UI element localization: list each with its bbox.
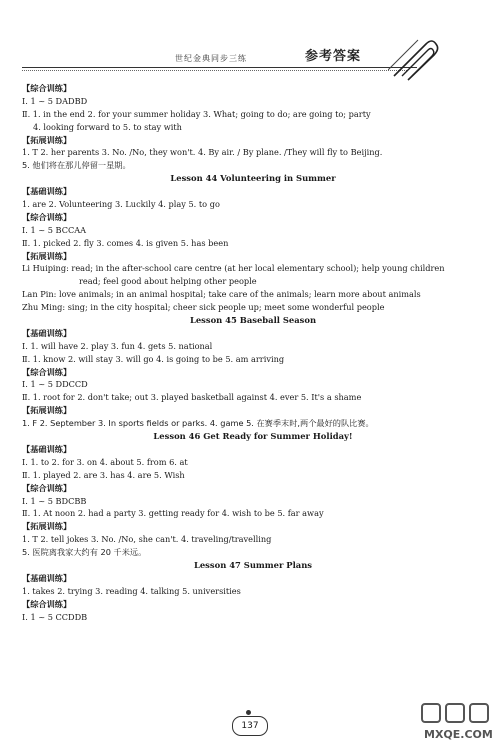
answer-line: 1. T 2. her parents 3. No. /No, they won't. 4. By air. / By plane. /They will fly to Beijing. [22, 147, 383, 158]
section-heading: 【基础训练】 [22, 443, 72, 454]
lesson-title: Lesson 47 Summer Plans [193, 559, 313, 570]
answer-line: Ⅰ. 1 ~ 5 DDCCD [22, 379, 88, 390]
answer-line: 1. are 2. Volunteering 3. Luckily 4. play 5. to go [22, 199, 220, 210]
answer-line: Ⅱ. 1. root for 2. don't take; out 3. played basketball against 4. ever 5. It's a shame [22, 392, 362, 403]
answer-line: 1. T 2. tell jokes 3. No. /No, she can't. 4. traveling/travelling [22, 534, 272, 545]
watermark-logo [420, 702, 496, 742]
answer-line: Ⅱ. 1. played 2. are 3. has 4. are 5. Wish [22, 469, 185, 480]
answer-line: 5. 医院离我家大约有 20 千米远。 [22, 547, 147, 558]
answer-line: Ⅱ. 1. picked 2. fly 3. comes 4. is given 5. has been [22, 237, 229, 248]
lesson-title: Lesson 46 Get Ready for Summer Holiday! [153, 431, 353, 442]
answer-line: Li Huiping: read; in the after-school care centre (at her local elementary school); help young children [22, 263, 445, 274]
answer-line: 4. looking forward to 5. to stay with [33, 121, 182, 132]
answer-content [22, 82, 484, 623]
section-heading: 【综合训练】 [22, 83, 72, 93]
answer-line: Ⅱ. 1. know 2. will stay 3. will go 4. is going to be 5. am arriving [22, 353, 285, 364]
section-heading: 【拓展训练】 [22, 521, 72, 532]
watermark-text: MXQE.COM [424, 728, 493, 741]
section-heading: 【综合训练】 [22, 482, 72, 493]
section-heading: 【基础训练】 [22, 186, 72, 197]
answer-line: Ⅱ. 1. in the end 2. for your summer holiday 3. What; going to do; are going to; party [22, 108, 371, 119]
page-number-dot [246, 710, 251, 715]
answer-line: Lan Pin: love animals; in an animal hospital; take care of the animals; learn more about animals [22, 289, 421, 300]
answer-line: 1. F 2. September 3. In sports fields or parks. 4. game 5. 在赛季末时,两个最好的队比赛。 [22, 418, 374, 429]
page-title: 参考答案 [305, 49, 362, 64]
section-heading: 【拓展训练】 [22, 134, 72, 145]
answer-line: Ⅱ. 1. At noon 2. had a party 3. getting ready for 4. wish to be 5. far away [22, 508, 324, 519]
page-number: 137 [232, 716, 268, 736]
page-header [0, 0, 500, 80]
answer-line: read; feel good about helping other people [79, 276, 257, 287]
header-dotted-rule [22, 70, 407, 71]
section-heading: 【拓展训练】 [22, 405, 72, 416]
answer-line: Ⅰ. 1 ~ 5 CCDDB [22, 611, 88, 622]
section-heading: 【综合训练】 [22, 366, 72, 377]
section-heading: 【基础训练】 [22, 327, 72, 338]
header-rule [22, 67, 417, 68]
answer-line: Zhu Ming: sing; in the city hospital; cheer sick people up; meet some wonderful people [22, 302, 385, 313]
answer-line: Ⅰ. 1 ~ 5 BDCBB [22, 495, 87, 506]
answer-line: 1. takes 2. trying 3. reading 4. talking 5. universities [22, 585, 241, 596]
lesson-title: Lesson 44 Volunteering in Summer [170, 173, 336, 184]
lesson-title: Lesson 45 Baseball Season [189, 315, 317, 326]
section-heading: 【综合训练】 [22, 211, 72, 222]
section-heading: 【基础训练】 [22, 572, 72, 583]
answer-line: 5. 他们将在那儿停留一星期。 [22, 160, 131, 171]
section-heading: 【综合训练】 [22, 598, 72, 609]
answer-line: Ⅰ. 1 ~ 5 BCCAA [22, 224, 87, 235]
answer-line: Ⅰ. 1 ~ 5 DADBD [22, 95, 88, 106]
answer-line: Ⅰ. 1. will have 2. play 3. fun 4. gets 5. national [22, 340, 213, 351]
section-heading: 【拓展训练】 [22, 250, 72, 261]
answer-line: Ⅰ. 1. to 2. for 3. on 4. about 5. from 6. at [22, 456, 188, 467]
series-name: 世纪金典同步三练 [175, 54, 247, 63]
paperclip-icon [388, 36, 440, 82]
